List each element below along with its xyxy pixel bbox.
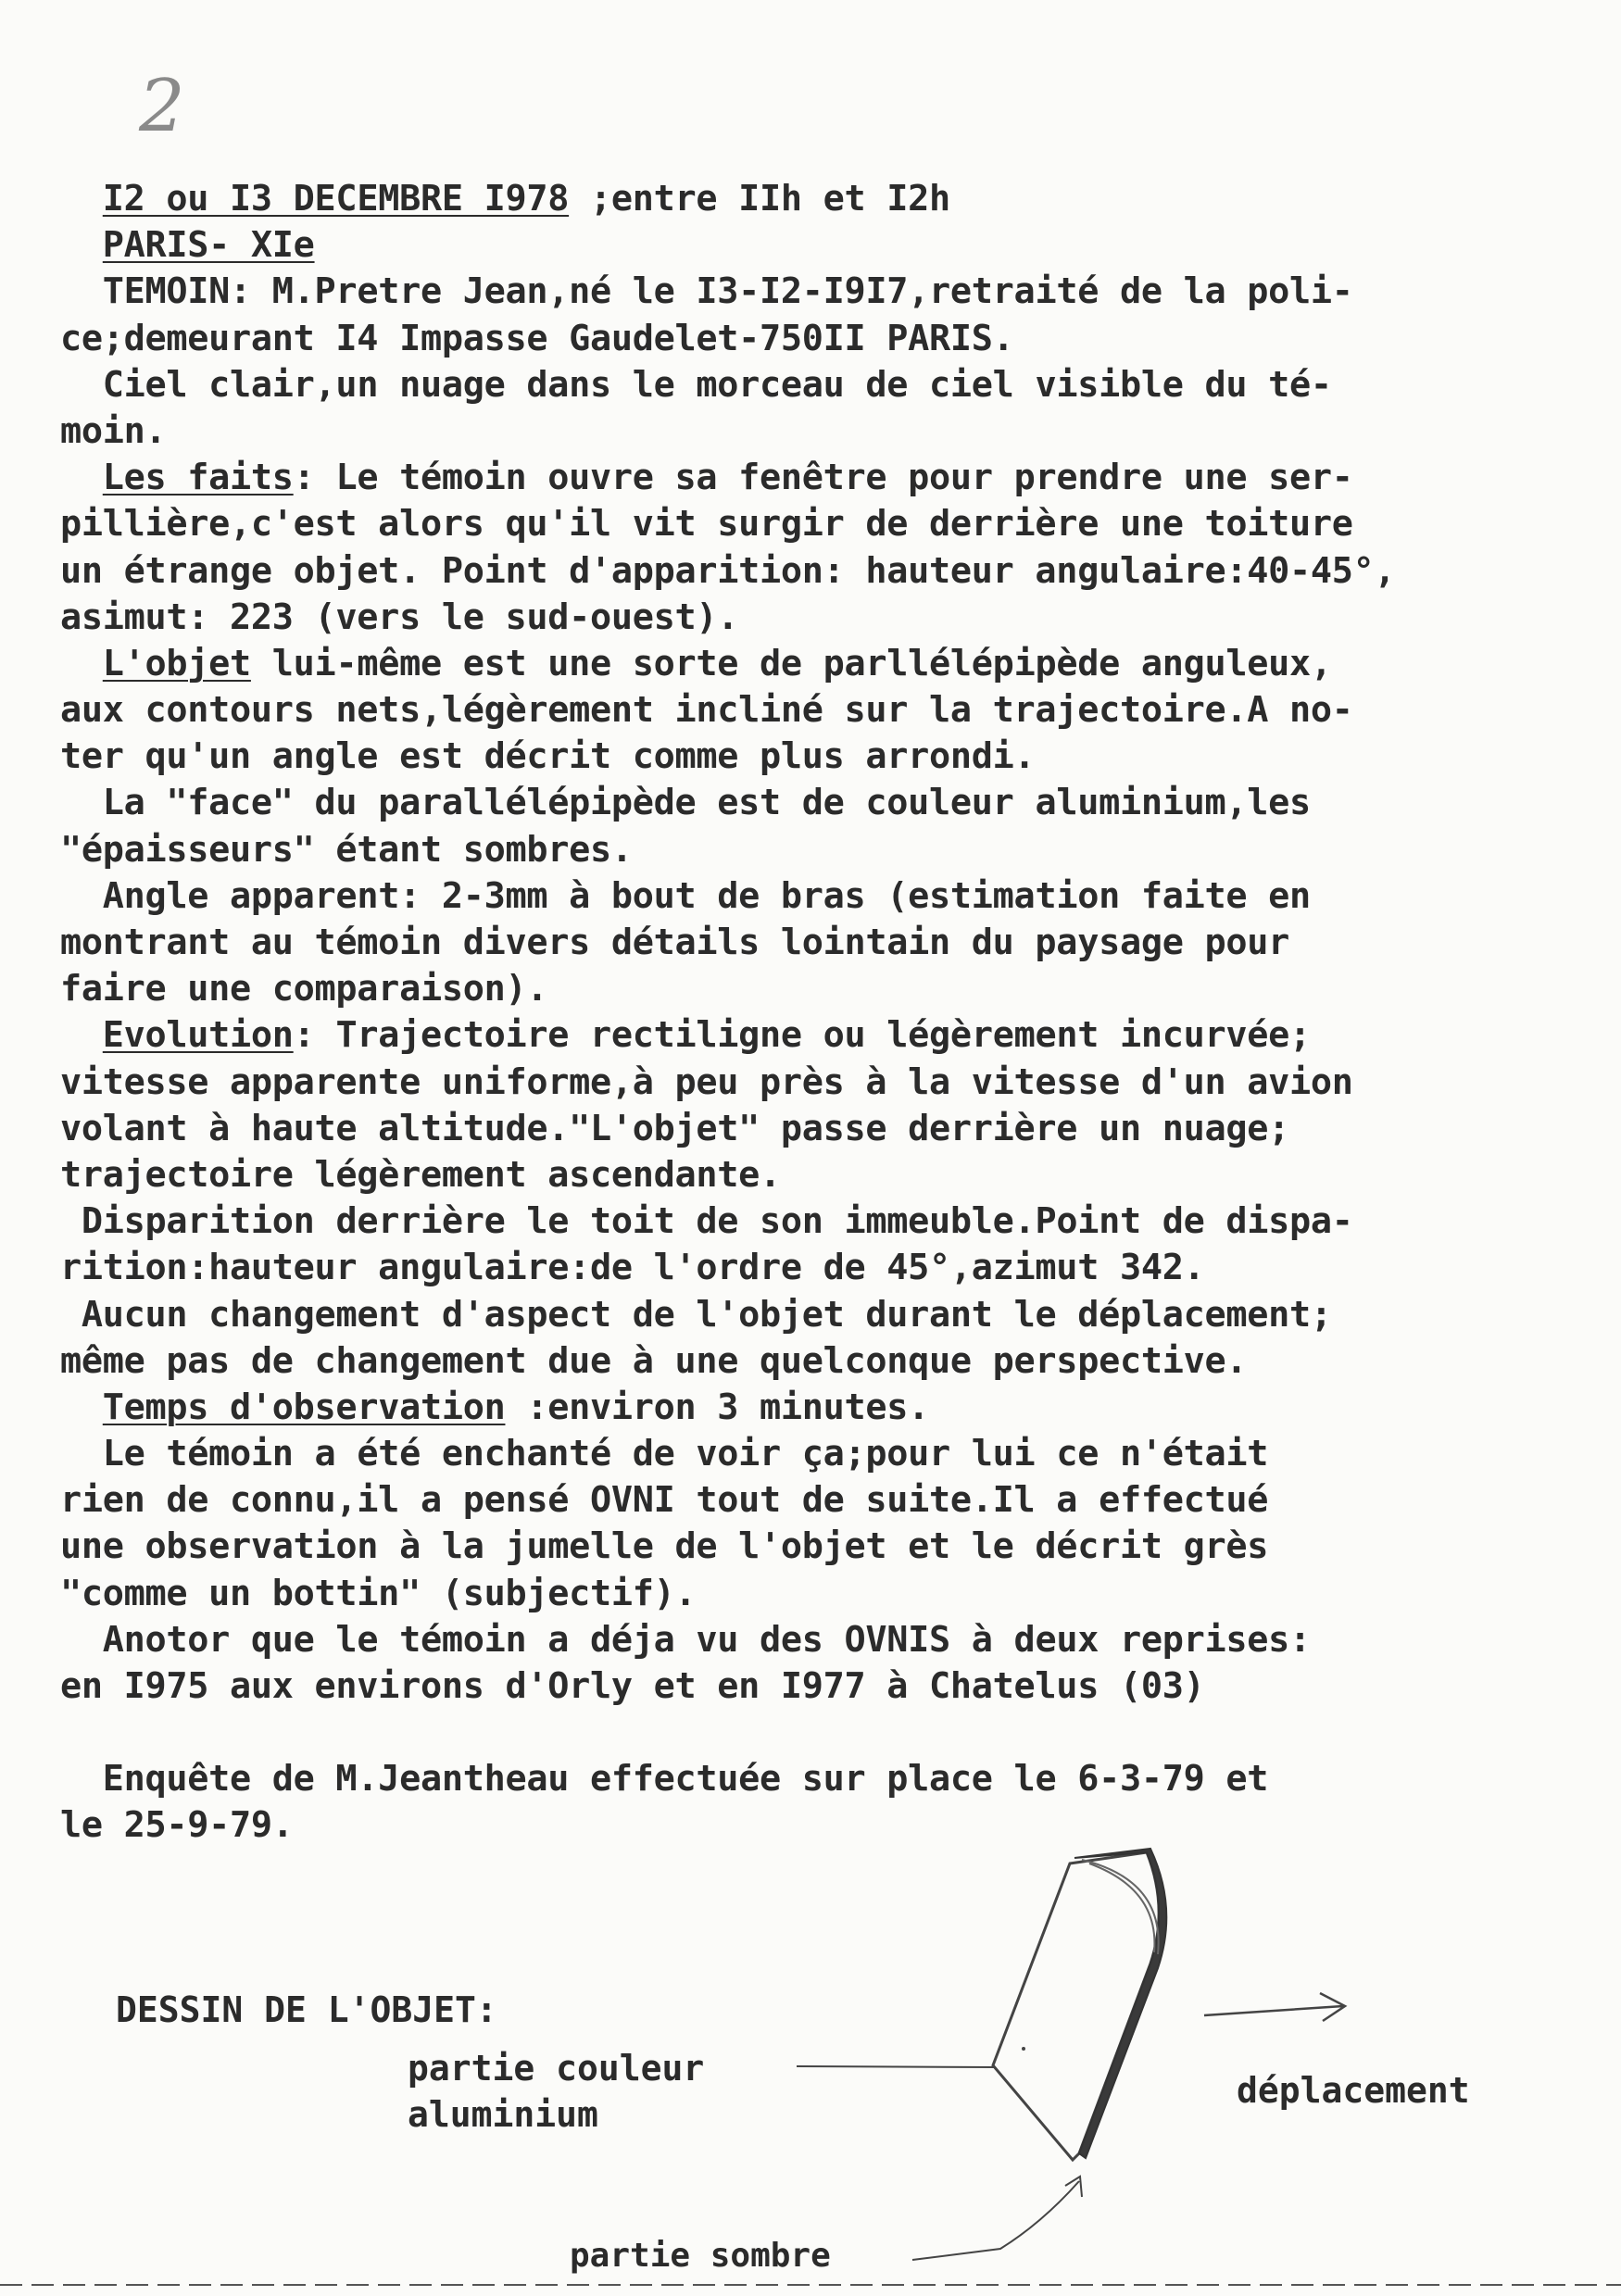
report-line: La "face" du parallélépipède est de couleur aluminium,les [102, 782, 1311, 824]
label-dark-part: partie sombre [570, 2237, 831, 2275]
report-line: en I975 aux environs d'Orly et en I977 à Chatelus (03) [60, 1665, 1205, 1707]
header-date: I2 ou I3 DECEMBRE I978 [102, 178, 570, 220]
report-line: pillière,c'est alors qu'il vit surgir de derrière une toiture [60, 503, 1353, 546]
report-line: Anotor que le témoin a déja vu des OVNIS à deux reprises: [102, 1618, 1311, 1661]
label-aluminium: partie couleur aluminium [408, 2048, 705, 2135]
report-line: L'objet lui-même est une sorte de parllélépipède anguleux, [102, 642, 1332, 684]
report-line: "épaisseurs" étant sombres. [60, 828, 633, 871]
report-line: asimut: 223 (vers le sud-ouest). [60, 596, 739, 638]
report-line: faire une comparaison). [60, 968, 548, 1010]
report-line: une observation à la jumelle de l'objet et le décrit grès [60, 1525, 1269, 1568]
report-line: TEMOIN: M.Pretre Jean,né le I3-I2-I9I7,retraité de la poli- [102, 270, 1353, 313]
report-line: aux contours nets,légèrement incliné sur la trajectoire.A no- [60, 689, 1353, 732]
motion-arrow [1204, 1993, 1345, 2021]
drawing-title: DESSIN DE L'OBJET: [116, 1989, 497, 2030]
report-line: vitesse apparente uniforme,à peu près à la vitesse d'un avion [60, 1060, 1353, 1103]
report-line: moin. [60, 409, 167, 452]
header-location: PARIS- XIe [102, 224, 315, 267]
object-dark-edge [1074, 1849, 1166, 2158]
report-line: "comme un bottin" (subjectif). [60, 1572, 697, 1614]
report-line: ter qu'un angle est décrit comme plus arrondi. [60, 735, 1036, 778]
report-line: Ciel clair,un nuage dans le morceau de ciel visible du té- [102, 363, 1332, 406]
report-line: Le témoin a été enchanté de voir ça;pour lui ce n'était [102, 1433, 1269, 1475]
label-motion: déplacement [1237, 2070, 1470, 2111]
pointer-aluminium [797, 2066, 996, 2067]
report-line: même pas de changement due à une quelconque perspective. [60, 1339, 1248, 1382]
section-heading: Evolution [102, 1014, 294, 1057]
pointer-dark-part [912, 2177, 1082, 2260]
report-line: Disparition derrière le toit de son immeuble.Point de dispa- [81, 1200, 1353, 1243]
report-line: Les faits: Le témoin ouvre sa fenêtre pour prendre une ser- [102, 457, 1353, 499]
page-number: 2 [139, 65, 185, 148]
report-line: Aucun changement d'aspect de l'objet durant le déplacement; [81, 1293, 1332, 1336]
report-line: Evolution: Trajectoire rectiligne ou légèrement incurvée; [102, 1014, 1311, 1057]
report-line: Angle apparent: 2-3mm à bout de bras (estimation faite en [102, 874, 1311, 917]
enquete-line-1: Enquête de M.Jeantheau effectuée sur place le 6-3-79 et [102, 1758, 1269, 1800]
bottom-border [0, 2284, 1621, 2286]
header-time: ;entre IIh et I2h [569, 178, 950, 220]
section-heading: L'objet [102, 642, 251, 684]
report-line: trajectoire légèrement ascendante. [60, 1153, 781, 1196]
enquete-line-2: le 25-9-79. [60, 1804, 294, 1847]
report-line: montrant au témoin divers détails lointain du paysage pour [60, 922, 1289, 963]
report-line: un étrange objet. Point d'apparition: hauteur angulaire:40-45°, [60, 549, 1396, 592]
report-line: rition:hauteur angulaire:de l'ordre de 45°,azimut 342. [60, 1247, 1205, 1289]
section-heading: Temps d'observation [102, 1386, 506, 1428]
section-heading: Les faits [102, 457, 294, 499]
report-line: Temps d'observation :environ 3 minutes. [102, 1386, 930, 1428]
report-line: ce;demeurant I4 Impasse Gaudelet-750II PARIS. [60, 317, 1014, 359]
report-line: rien de connu,il a pensé OVNI tout de suite.Il a effectué [60, 1479, 1269, 1522]
report-line: volant à haute altitude."L'objet" passe derrière un nuage; [60, 1107, 1289, 1149]
